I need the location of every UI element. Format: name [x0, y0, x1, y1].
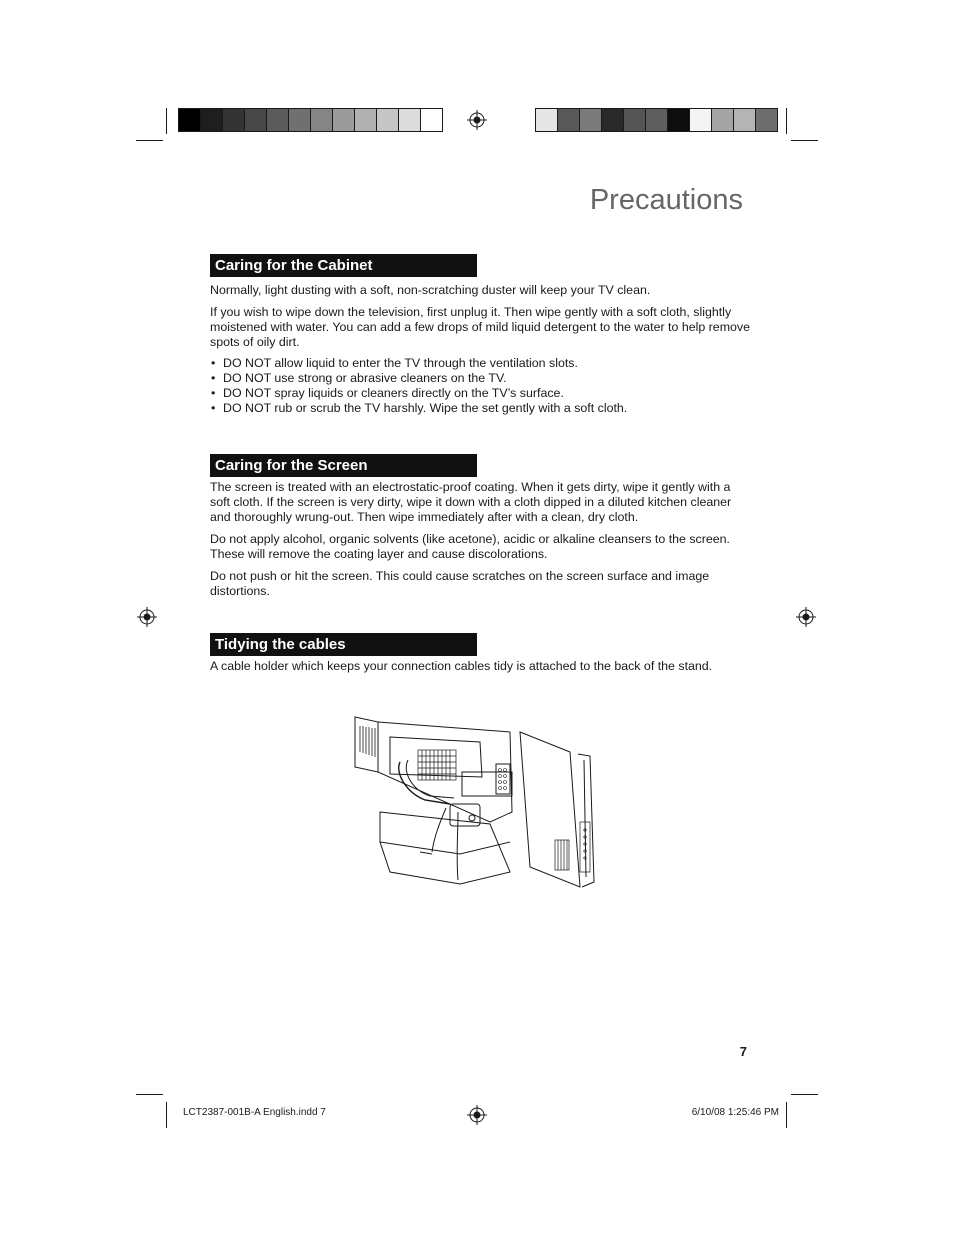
- color-swatch: [602, 109, 624, 131]
- color-swatch: [333, 109, 355, 131]
- screen-paragraph-1: The screen is treated with an electrostatic-proof coating. When it gets dirty, wipe it gently with a soft cloth. If the screen is very dirty, wipe it down with a cloth dipped in a diluted kitchen cleaner and thoroughly wrung-out. Then wipe immediately after with a clean, dry cloth.: [210, 480, 732, 524]
- color-swatch: [558, 109, 580, 131]
- crop-mark: [166, 108, 167, 134]
- color-swatch: [421, 109, 442, 131]
- color-calibration-bar-right: [535, 108, 778, 132]
- crop-mark: [136, 1094, 163, 1095]
- color-swatch: [399, 109, 421, 131]
- color-swatch: [712, 109, 734, 131]
- registration-mark-icon: [467, 1105, 487, 1125]
- crop-mark: [786, 1102, 787, 1128]
- crop-mark: [791, 140, 818, 141]
- crop-mark: [791, 1094, 818, 1095]
- registration-mark-icon: [467, 110, 487, 130]
- section-heading-cables: Tidying the cables: [210, 633, 477, 656]
- color-swatch: [377, 109, 399, 131]
- color-swatch: [756, 109, 777, 131]
- cabinet-paragraph-2: If you wish to wipe down the television, first unplug it. Then wipe gently with a soft cloth, slightly moistened with water. You can add a few drops of mild liquid detergent to the water to help remove spots of oily dirt.: [210, 305, 751, 349]
- registration-mark-icon: [137, 607, 157, 627]
- file-slug: LCT2387-001B-A English.indd 7: [183, 1107, 326, 1118]
- section-heading-cabinet: Caring for the Cabinet: [210, 254, 477, 277]
- date-slug: 6/10/08 1:25:46 PM: [691, 1107, 779, 1118]
- crop-mark: [136, 140, 163, 141]
- color-swatch: [245, 109, 267, 131]
- crop-mark: [786, 108, 787, 134]
- cables-paragraph-1: A cable holder which keeps your connection cables tidy is attached to the back of the stand.: [210, 659, 713, 673]
- list-item: • DO NOT spray liquids or cleaners directly on the TV’s surface.: [210, 386, 750, 401]
- color-calibration-bar-left: [178, 108, 443, 132]
- color-swatch: [289, 109, 311, 131]
- color-swatch: [734, 109, 756, 131]
- color-swatch: [201, 109, 223, 131]
- tv-cable-holder-illustration: [350, 712, 602, 890]
- color-swatch: [580, 109, 602, 131]
- registration-mark-icon: [796, 607, 816, 627]
- color-swatch: [223, 109, 245, 131]
- color-swatch: [690, 109, 712, 131]
- list-item: • DO NOT use strong or abrasive cleaners on the TV.: [210, 371, 750, 386]
- crop-mark: [166, 1102, 167, 1128]
- screen-paragraph-2: Do not apply alcohol, organic solvents (like acetone), acidic or alkaline cleansers to the screen. These will remove the coating layer and cause discolorations.: [210, 532, 730, 561]
- cabinet-paragraph-1: Normally, light dusting with a soft, non-scratching duster will keep your TV clean.: [210, 283, 651, 297]
- page-number: 7: [739, 1044, 747, 1059]
- color-swatch: [624, 109, 646, 131]
- section-heading-screen: Caring for the Screen: [210, 454, 477, 477]
- color-swatch: [668, 109, 690, 131]
- color-swatch: [355, 109, 377, 131]
- list-item: • DO NOT rub or scrub the TV harshly. Wipe the set gently with a soft cloth.: [210, 401, 750, 416]
- page-title: Precautions: [589, 184, 743, 216]
- color-swatch: [179, 109, 201, 131]
- color-swatch: [646, 109, 668, 131]
- cabinet-bullet-list: [210, 356, 750, 416]
- color-swatch: [267, 109, 289, 131]
- color-swatch: [536, 109, 558, 131]
- color-swatch: [311, 109, 333, 131]
- screen-paragraph-3: Do not push or hit the screen. This could cause scratches on the screen surface and image distortions.: [210, 569, 710, 598]
- list-item: • DO NOT allow liquid to enter the TV through the ventilation slots.: [210, 356, 750, 371]
